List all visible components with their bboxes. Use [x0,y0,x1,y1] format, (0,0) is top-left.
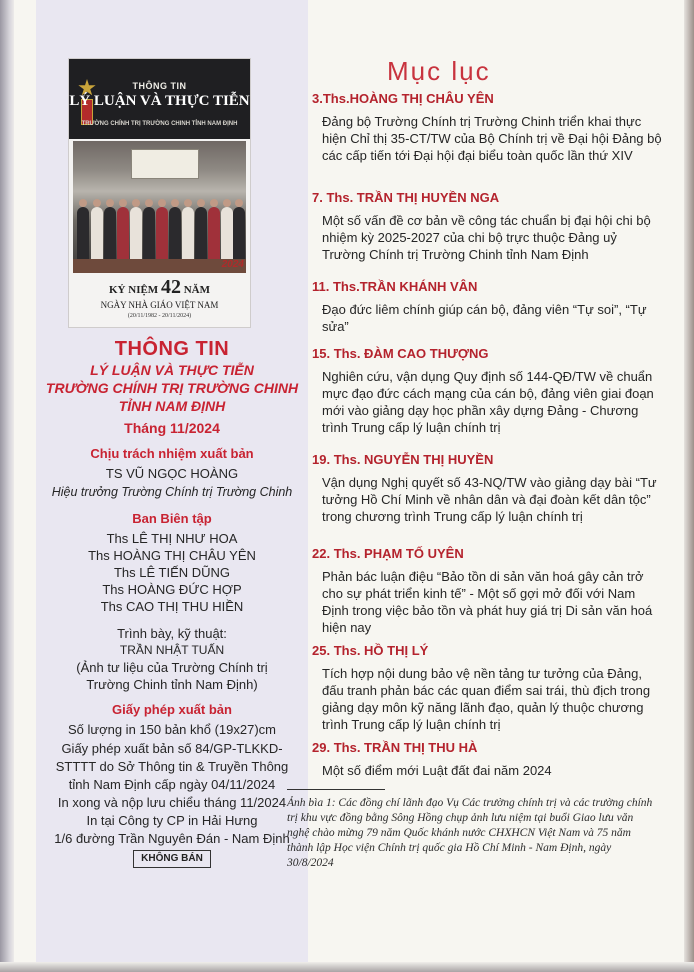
toc-entry-author [312,346,488,361]
page-edge-bottom [0,962,694,972]
toc-page-number: 29. [312,740,331,755]
anniversary-year: 2024 [221,259,244,270]
anniversary-number: 42 [160,276,181,298]
design-name: TRẦN NHẬT TUẤN [119,643,225,657]
toc-entry-description: Đạo đức liêm chính giúp cán bộ, đảng viên “Tự soi”, “Tự sửa” [322,302,647,334]
editorial-heading: Ban Biên tập [132,511,212,526]
license-line: Giấy phép xuất bản số 84/GP-TLKKD- [61,741,283,756]
cover-caption: Ảnh bìa 1: Các đồng chí lãnh đạo Vụ Các trường chính trị và các trường chính trị khu vực đồng bằng Sông Hồng chụp ảnh lưu niệm tại buổi Giao lưu văn nghệ chào mừng 79 năm Quốc khánh nước CHXHCN Việt Nam và 75 năm thành lập Học viện Chính trị quốc gia Hồ Chí Minh - Nam Định, ngày 30/8/2024 [287,797,653,869]
toc-entry-description: Vận dụng Nghị quyết số 43-NQ/TW vào giảng dạy bài “Tư tưởng Hồ Chí Minh về nhân dân và đại đoàn kết dân tộc” trong chương trình Trung cấp lý luận chính trị [322,475,657,524]
photo-credit-line: (Ảnh tư liệu của Trường Chính trị [76,660,268,675]
editorial-member: Ths LÊ THỊ NHƯ HOA [106,531,238,546]
toc-entry-description: Một số vấn đề cơ bản về công tác chuẩn bị đại hội chi bộ nhiệm kỳ 2025-2027 của chi bộ trực thuộc Đảng uỷ Trường Chính trị Trường Chinh tỉnh Nam Định [322,213,651,262]
toc-entry-description: Một số điểm mới Luật đất đai năm 2024 [322,763,552,778]
cover-subtitle: TRƯỜNG CHÍNH TRỊ TRƯỜNG CHINH TỈNH NAM ĐỊNH [81,121,238,127]
stage-banner [131,149,199,179]
cover-header [69,59,250,139]
author-name: Ths.HOÀNG THỊ CHÂU YÊN [322,91,494,106]
design-heading: Trình bày, kỹ thuật: [117,626,227,641]
cover-thumbnail [68,58,251,328]
editorial-member: Ths HOÀNG THỊ CHÂU YÊN [88,548,256,563]
anniversary-dates: (20/11/1982 - 20/11/2024) [127,313,192,319]
author-name: Ths. TRẦN THỊ THU HÀ [333,740,478,755]
author-name: Ths.TRẦN KHÁNH VÂN [332,279,478,294]
toc-entry-author [312,452,493,467]
toc-entry-author [312,546,464,561]
toc-page-number: 7. [312,190,323,205]
toc-page-number: 22. [312,546,331,561]
toc-entry-description: Nghiên cứu, vận dụng Quy định số 144-QĐ/TW về chuẩn mực đạo đức cách mạng của cán bộ, đảng viên giai đoạn mới vào giảng dạy học phần xây dựng Đảng - Chương trình Trung cấp lý luận chính trị [322,369,654,435]
toc-entry-description: Phản bác luận điệu “Bảo tồn di sản văn hoá gây cản trở cho sự phát triển kinh tế” - Một số gợi mở đối với Nam Định trong việc bảo tồn và phát huy giá trị Di sản văn hoá hiện nay [322,569,653,635]
responsible-heading: Chịu trách nhiệm xuất bản [90,446,254,461]
license-line: STTTT do Sở Thông tin & Truyền Thông [55,759,289,774]
not-for-sale-badge: KHÔNG BÁN [133,850,211,868]
toc-title: Mục lục [387,56,491,86]
anniversary-line [69,276,250,299]
toc-entry-author [312,740,477,755]
photo-credit-line: Trường Chinh tỉnh Nam Định) [86,677,258,692]
toc-page-number: 3. [312,91,323,106]
toc-entry-description: Tích hợp nội dung bảo vệ nền tảng tư tưởng của Đảng, đấu tranh phản bác các quan điểm sai trái, thù địch trong giảng dạy môn kỹ năng lãnh đạo, quản lý thuộc chương trình Trung cấp lý luận chính trị [322,666,651,732]
page-edge-right [684,0,694,972]
license-line: 1/6 đường Trần Nguyên Đán - Nam Định [54,831,290,846]
cover-photo [73,141,246,273]
author-name: Ths. TRẦN THỊ HUYỀN NGA [326,190,500,205]
editorial-member: Ths LÊ TIẾN DŨNG [113,565,231,580]
license-line: tỉnh Nam Định cấp ngày 04/11/2024 [68,777,276,792]
masthead-title: THÔNG TIN [114,338,230,360]
license-heading: Giấy phép xuất bản [112,702,232,717]
author-name: Ths. HỒ THỊ LÝ [333,643,429,658]
editorial-member: Ths HOÀNG ĐỨC HỢP [102,582,242,597]
license-line: Số lượng in 150 bản khổ (19x27)cm [67,722,276,737]
editorial-member: Ths CAO THỊ THU HIỀN [100,599,244,614]
author-name: Ths. PHẠM TỐ UYÊN [333,546,464,561]
responsible-role: Hiệu trưởng Trường Chính trị Trường Chinh [51,485,293,499]
issue-month: Tháng 11/2024 [124,420,220,436]
cover-title: LÝ LUẬN VÀ THỰC TIỄN [69,93,250,109]
anniversary-suffix: NĂM [183,284,210,296]
anniversary-name: NGÀY NHÀ GIÁO VIỆT NAM [100,300,219,310]
toc-page-number: 19. [312,452,331,467]
license-line: In xong và nộp lưu chiểu tháng 11/2024 [57,795,287,810]
author-name: Ths. NGUYỄN THỊ HUYỀN [333,452,494,467]
toc-entry-author [312,91,494,106]
toc-entry-author [312,279,477,294]
toc-page-number: 15. [312,346,331,361]
caption-divider [287,789,385,790]
stage-floor [73,259,246,273]
anniversary-prefix: KỶ NIỆM [109,284,159,296]
toc-page-number: 11. [312,279,330,294]
page-edge-left [0,0,14,972]
author-name: Ths. ĐÀM CAO THƯỢNG [333,346,489,361]
masthead-subtitle-2: TRƯỜNG CHÍNH TRỊ TRƯỜNG CHINH [45,380,299,396]
masthead-subtitle-3: TỈNH NAM ĐỊNH [118,398,226,414]
license-line: In tại Công ty CP in Hải Hưng [86,813,258,828]
masthead-subtitle-1: LÝ LUẬN VÀ THỰC TIỄN [90,362,254,378]
toc-entry-author [312,190,499,205]
toc-entry-description: Đảng bộ Trường Chính trị Trường Chinh triển khai thực hiện Chỉ thị 35-CT/TW của Bộ Chính trị về Đại hội Đảng bộ các cấp tiến tới Đại hội đại biểu toàn quốc lần thứ XIV [322,114,662,163]
group-of-people [73,201,246,259]
toc-entry-author [312,643,428,658]
cover-kicker: THÔNG TIN [132,81,187,91]
responsible-name: TS VŨ NGỌC HOÀNG [105,466,239,481]
toc-page-number: 25. [312,643,331,658]
